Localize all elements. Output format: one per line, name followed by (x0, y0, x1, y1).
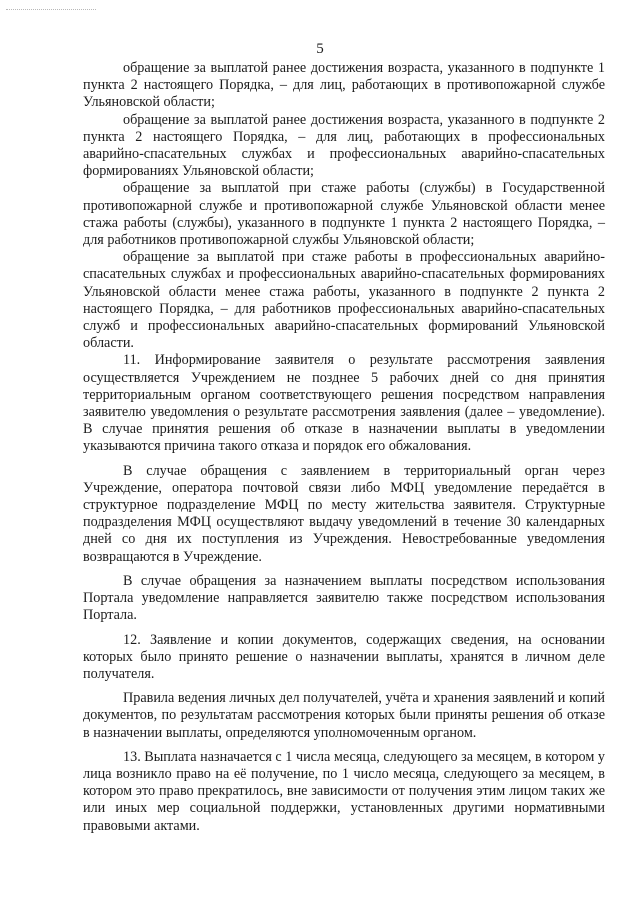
paragraph-mfc-delivery: В случае обращения с заявлением в территориальный орган через Учреждение, оператора почтовой связи либо МФЦ уведомление передаётся в структурное подразделение МФЦ по месту жительства заявителя. Структурные подразделения МФЦ осуществляют выдачу уведомлений в течение 30 календарных дней со дня их поступления из Учреждения. Невостребованные уведомления возвращаются в Учреждение. (83, 462, 605, 565)
document-body (83, 60, 605, 835)
paragraph-fire-service-age: обращение за выплатой ранее достижения возраста, указанного в подпункте 1 пункта 2 настоящего Порядка, – для лиц, работающих в противопожарной службе Ульяновской области; (83, 60, 605, 111)
paragraph-portal-notification: В случае обращения за назначением выплаты посредством использования Портала уведомление направляется заявителю также посредством использования Портала. (83, 572, 605, 624)
page-number: 5 (316, 41, 324, 57)
paragraph-fire-service-tenure: обращение за выплатой при стаже работы (службы) в Государственной противопожарной службе и противопожарной службе Ульяновской области менее стажа работы (службы), указанного в подпункте 1 пункта 2 настоящего Порядка, – для работников противопожарной службы Ульяновской области; (83, 180, 605, 249)
paragraph-rescue-service-age: обращение за выплатой ранее достижения возраста, указанного в подпункте 2 пункта 2 настоящего Порядка, – для лиц, работающих в профессиональных аварийно-спасательных службах и профессиональных аварийно-спасательных формированиях Ульяновской области; (83, 111, 605, 180)
scan-edge-mark (6, 9, 96, 11)
paragraph-rescue-service-tenure: обращение за выплатой при стаже работы в профессиональных аварийно-спасательных службах и профессиональных аварийно-спасательных формированиях Ульяновской области менее стажа работы, указанного в подпункте 2 пункта 2 настоящего Порядка, – для работников профессиональных аварийно-спасательных служб и профессиональных аварийно-спасательных формирований Ульяновской области. (83, 249, 605, 352)
paragraph-13-payment-period: 13. Выплата назначается с 1 числа месяца, следующего за месяцем, в котором у лица возникло право на её получение, по 1 число месяца, следующего за месяцем, в котором это право прекратилось, вне зависимости от получения этим лицом таких же или иных мер социальной поддержки, установленных другими нормативными правовыми актами. (83, 748, 605, 834)
paragraph-personal-files-rules: Правила ведения личных дел получателей, учёта и хранения заявлений и копий документов, по результатам рассмотрения которых были приняты решения об отказе в назначении выплаты, определяются уполномоченным органом. (83, 690, 605, 741)
paragraph-12-storage: 12. Заявление и копии документов, содержащих сведения, на основании которых было принято решение о назначении выплаты, хранятся в личном деле получателя. (83, 631, 605, 682)
paragraph-11-notification: 11. Информирование заявителя о результате рассмотрения заявления осуществляется Учреждением не позднее 5 рабочих дней со дня принятия территориальным органом соответствующего решения посредством направления заявителю уведомления о результате рассмотрения заявления (далее – уведомление). В случае принятия решения об отказе в назначении выплаты в уведомлении указываются причина такого отказа и порядок его обжалования. (83, 352, 605, 455)
